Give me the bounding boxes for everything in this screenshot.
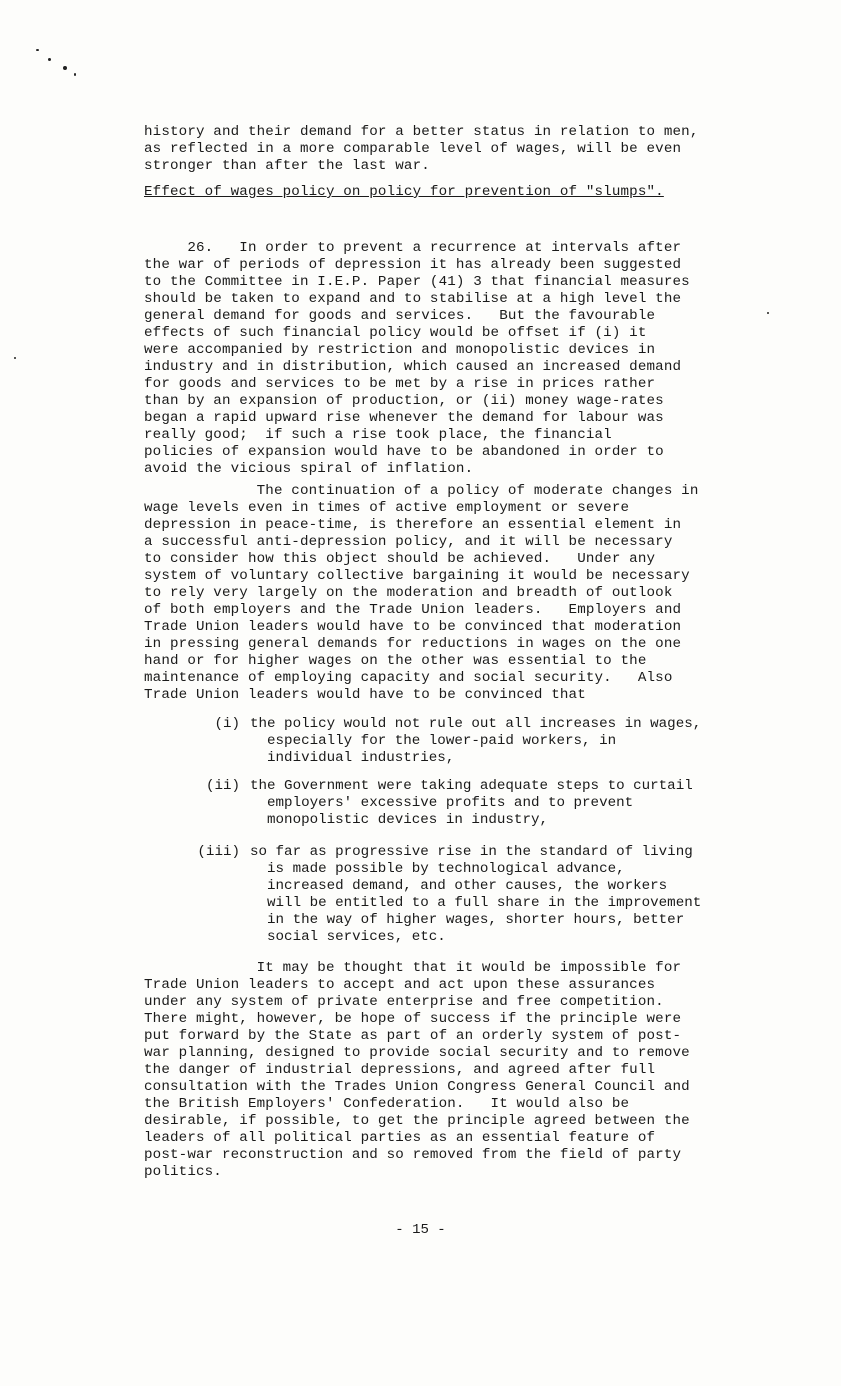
- scan-speck: [63, 66, 67, 70]
- scan-speck: [14, 357, 16, 359]
- scan-speck: [36, 49, 39, 51]
- list-item-number: (i): [214, 716, 240, 732]
- paragraph-continuation: The continuation of a policy of moderate changes in wage levels even in times of active employment or severe depression in peace-time, is therefore an essential element in a successful anti-depression policy, and it will be necessary to consider how this object should be achieved. Under any system of voluntary collective bargaining it would be necessary to rely very largely on the moderation and breadth of outlook of both employers and the Trade Union leaders. Employers and Trade Union leaders would have to be convinced that moderation in pressing general demands for reductions in wages on the one hand or for higher wages on the other was essential to the maintenance of employing capacity and social security. Also Trade Union leaders would have to be convinced that: [144, 483, 699, 703]
- scan-speck: [48, 58, 51, 61]
- list-item-text: the policy would not rule out all increases in wages, especially for the lower-paid workers, in individual industries,: [250, 716, 702, 766]
- list-item-number: (ii): [205, 778, 240, 794]
- final-paragraph: It may be thought that it would be impossible for Trade Union leaders to accept and act upon these assurances under any system of private enterprise and free competition. There might, however, be hope of success if the principle were put forward by the State as part of an orderly system of post- war planning, designed to provide social security and to remove the danger of industrial depressions, and agreed after full consultation with the Trades Union Congress General Council and the British Employers' Confederation. It would also be desirable, if possible, to get the principle agreed between the leaders of all political parties as an essential feature of post-war reconstruction and so removed from the field of party politics.: [144, 960, 690, 1180]
- list-item-text: the Government were taking adequate steps to curtail employers' excessive profits and to prevent monopolistic devices in industry,: [250, 778, 693, 828]
- list-item-text: so far as progressive rise in the standard of living is made possible by technological advance, increased demand, and other causes, the workers will be entitled to a full share in the improvement in the way of higher wages, shorter hours, better social services, etc.: [250, 844, 702, 945]
- paragraph-26: 26. In order to prevent a recurrence at intervals after the war of periods of depression it has already been suggested to the Committee in I.E.P. Paper (41) 3 that financial measures should be taken to expand and to stabilise at a high level the general demand for goods and services. But the favourable effects of such financial policy would be offset if (i) it were accompanied by restriction and monopolistic devices in industry and in distribution, which caused an increased demand for goods and services to be met by a rise in prices rather than by an expansion of production, or (ii) money wage-rates began a rapid upward rise whenever the demand for labour was really good; if such a rise took place, the financial policies of expansion would have to be abandoned in order to avoid the vicious spiral of inflation.: [144, 240, 690, 477]
- page-number: - 15 -: [395, 1222, 446, 1238]
- scan-speck: [74, 73, 76, 76]
- list-item-number: (iii): [197, 844, 240, 860]
- intro-paragraph: history and their demand for a better status in relation to men, as reflected in a more comparable level of wages, will be even stronger than after the last war.: [144, 124, 699, 174]
- section-heading: Effect of wages policy on policy for prevention of "slumps".: [144, 184, 664, 200]
